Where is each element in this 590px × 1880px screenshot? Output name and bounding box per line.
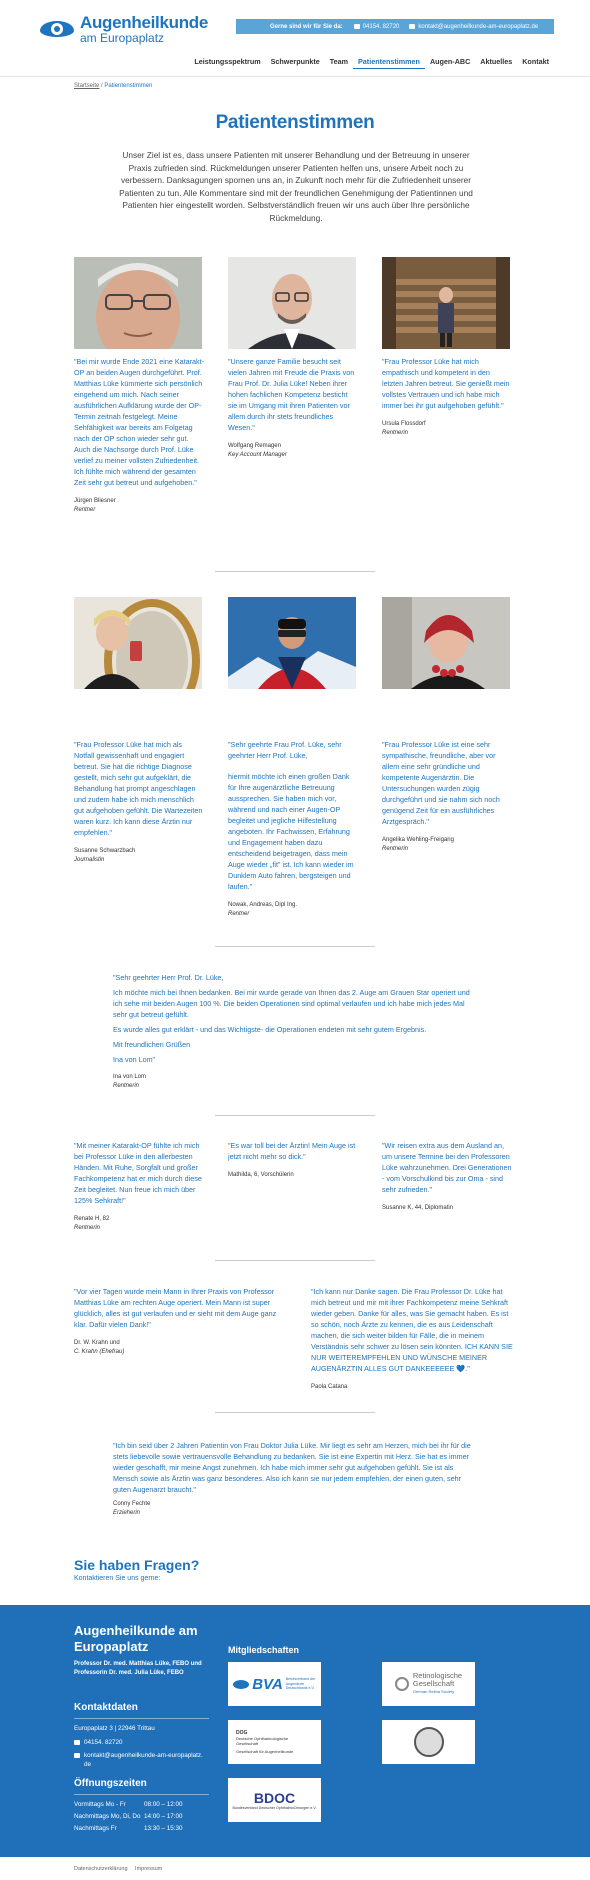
footer-address: Europaplatz 3 | 22946 Trittau <box>74 1725 155 1732</box>
testimonial-card <box>228 356 358 460</box>
testimonial-author: Jürgen Bliesner <box>74 498 116 504</box>
imprint-link[interactable]: Impressum <box>135 1866 163 1872</box>
section-divider <box>215 946 375 947</box>
testimonial-card <box>74 739 204 865</box>
membership-retina-logo[interactable]: Retinologische Gesellschaft German Retina Society <box>382 1662 475 1706</box>
legal-links <box>74 1866 168 1872</box>
testimonial-quote: "Mit meiner Katarakt-OP fühlte ich mich bei Professor Lüke in den allerbesten Händen. Mit Ruhe, Sorgfalt und großer Fachkompetenz hat er mich durch diese Zeit begleitet. Nun freue ich mich über 125% Sehkraft!" <box>74 1141 202 1205</box>
letter-paragraph: Ina von Lom" <box>113 1055 156 1064</box>
testimonial-author: Ursula Flossdorf <box>382 421 426 427</box>
testimonial-author: Conny Fechte <box>113 1501 151 1507</box>
testimonial-role: Key Account Manager <box>228 452 287 458</box>
testimonial-role: Rentnerin <box>382 846 409 852</box>
testimonial-role: Journalistin <box>74 857 105 863</box>
testimonial-author: Susanne K, 44, Diplomatin <box>382 1205 454 1211</box>
phone-icon <box>74 1740 80 1745</box>
photo-wolfgang-remagen <box>228 257 356 349</box>
questions-subtitle: Kontaktieren Sie uns gerne: <box>74 1575 161 1582</box>
testimonial-card <box>74 1286 284 1357</box>
contact-bar-email[interactable]: kontakt@augenheilkunde-am-europaplatz.de <box>404 24 543 30</box>
photo-ursula-flossdorf <box>382 257 510 349</box>
testimonial-role: Rentner <box>74 507 96 513</box>
logo-title: Augenheilkunde <box>80 13 209 32</box>
privacy-link[interactable]: Datenschutzerklärung <box>74 1866 128 1872</box>
site-header <box>0 0 590 76</box>
membership-bdoc-logo[interactable]: BDOC Bundesverband Deutscher OphthalmoChirurgen e.V. <box>228 1778 321 1822</box>
nav-aktuelles[interactable]: Aktuelles <box>480 57 513 66</box>
photo-juergen-bliesner <box>74 257 202 349</box>
footer-email[interactable]: kontakt@augenheilkunde-am-europaplatz.de <box>74 1751 204 1769</box>
breadcrumb-home[interactable]: Startseite <box>74 83 100 89</box>
contact-bar-phone[interactable]: 04154. 82720 <box>349 24 405 30</box>
footer-title: Augenheilkunde am Europaplatz <box>74 1623 198 1654</box>
footer-contact-heading: Kontaktdaten <box>74 1702 138 1713</box>
testimonial-role: Rentnerin <box>74 1225 101 1231</box>
testimonial-quote: hiermit möchte ich einen großen Dank für Ihre augenärztliche Betreuung aussprechen. Sie haben mich vor, während und nach einer Augen-OP begleitet und jegliche Hilfestellung angeboten. Ihr Fachwissen, Erfahrung und Engagement haben dazu entscheidend beigetragen, dass mein Auge wieder „fit" ist. Ich kann wieder im Dunklem Auto fahren, bergsteigen und laufen." <box>228 772 354 891</box>
testimonial-quote: "Unsere ganze Familie besucht seit vielen Jahren mit Freude die Praxis von Frau Prof. Dr. Julia Lüke! Neben ihrer hohen fachlichen Kompetenz besticht sie im Umgang mit ihren Patienten vor allem durch ihr stets freundliches Wesen." <box>228 357 355 432</box>
testimonial-card <box>382 739 512 854</box>
logo-subtitle: am Europaplatz <box>80 31 165 45</box>
nav-team[interactable]: Team <box>329 57 349 66</box>
testimonial-quote-greeting: "Sehr geehrte Frau Prof. Lüke, sehr geehrter Herr Prof. Lüke, <box>228 740 342 760</box>
nav-kontakt[interactable]: Kontakt <box>522 57 549 66</box>
membership-bva-logo[interactable]: BVA Berufsverband der Augenärzte Deutschlands e.V. <box>228 1662 321 1706</box>
nav-leistungsspektrum[interactable]: Leistungsspektrum <box>194 57 261 66</box>
letter-paragraph: Ich möchte mich bei Ihnen bedanken. Bei mir wurde gerade von Ihnen das 2. Auge am Grauen Star operiert und ich sehe mit beiden Augen 100 %. Die beiden Operationen sind optimal verlaufen und ich habe mich jedes Mal sehr gut betreut gefühlt. <box>113 988 470 1019</box>
mail-icon <box>409 24 415 29</box>
testimonial-author: Susanne Schwarzbach <box>74 848 136 854</box>
eye-logo-icon <box>40 19 74 39</box>
testimonial-author: Ina von Lom <box>113 1074 147 1080</box>
testimonial-author: Dr. W. Krahn und <box>74 1340 120 1346</box>
testimonial-quote: "Ich bin seid über 2 Jahren Patientin von Frau Doktor Julia Lüke. Mir liegt es sehr am Herzen, mich bei ihr für die stets liebevolle sowie vertrauensvolle Behandlung zu bedanken. Sie ist eine Expertin mit Herz. Sie hat es immer wieder geschafft, mir meine Angst zunehmen. Ich habe mich immer sehr gut aufgehoben gefühlt. Sie ist als Mensch sowie als Ärztin was ganz besonderes. Also ich kann sie nur jedem empfehlen, der einen guten, sehr guten Augenarzt braucht." <box>113 1441 471 1494</box>
questions-title: Sie haben Fragen? <box>74 1557 200 1573</box>
header-divider <box>0 76 590 77</box>
contact-bar <box>236 19 554 34</box>
letter-paragraph: Es wurde alles gut erklärt - und das Wichtigste- die Operationen endeten mit sehr gutem Ergebnis. <box>113 1025 427 1034</box>
testimonial-card <box>74 1140 204 1233</box>
portrait-seal-icon <box>414 1727 444 1757</box>
testimonial-author: Paola Catana <box>311 1384 348 1390</box>
photo-susanne-schwarzbach <box>74 597 202 689</box>
nav-patientenstimmen[interactable]: Patientenstimmen <box>353 57 425 69</box>
footer-divider <box>74 1794 209 1795</box>
page-title: Patientenstimmen <box>215 112 375 133</box>
photo-andreas-nowak <box>228 597 356 689</box>
bva-eye-icon <box>233 1680 249 1689</box>
testimonial-role: Rentnerin <box>113 1083 140 1089</box>
section-divider <box>215 571 375 572</box>
testimonial-author: Nowak, Andreas, Dipl Ing. <box>228 902 298 908</box>
testimonial-quote: "Es war toll bei der Ärztin! Mein Auge ist jetzt nicht mehr so dick." <box>228 1141 356 1161</box>
footer-phone[interactable]: 04154. 82720 <box>74 1738 123 1747</box>
testimonial-quote: "Bei mir wurde Ende 2021 eine Katarakt-OP an beiden Augen durchgeführt. Prof. Matthias Lüke kümmerte sich persönlich eingehend um mich. Nach seiner ausführlichen Aufklärung wurde der OP-Termin zeitnah festgelegt. Meine Sehfähigkeit war bereits am Folgetag nach der OP schon wieder sehr gut. Auch die Nachsorge durch Prof. Lüke verlief zu meiner vollsten Zufriedenheit. Ich fühlte mich während der gesamten Zeit sehr gut betreut und aufgehoben." <box>74 357 204 487</box>
testimonial-card <box>228 1140 358 1180</box>
section-divider <box>215 1412 375 1413</box>
testimonial-role: C. Krahn (Ehefrau) <box>74 1349 125 1355</box>
retina-circle-icon <box>395 1677 409 1691</box>
membership-portrait-logo[interactable] <box>382 1720 475 1764</box>
contact-bar-lead: Gerne sind wir für Sie da: <box>270 23 343 30</box>
breadcrumb-current: Patientenstimmen <box>104 83 153 89</box>
section-divider <box>215 1260 375 1261</box>
intro-text: Unser Ziel ist es, dass unsere Patienten mit unserer Behandlung und der Betreuung in unserer Praxis zufrieden sind. Rückmeldungen unserer Patienten helfen uns, unsere Arbeit noch zu verbessern. Danksagungen spornen uns an, in Zukunft noch mehr für die Zufriedenheit unserer Patienten zu tun. Alle Kommentare sind mit der freundlichen Genehmigung der Patientinnen und Patienten hier eingestellt worden. Selbstverständlich freuen wir uns auch über Ihre persönliche Rückmeldung. <box>119 150 473 223</box>
section-divider <box>215 1115 375 1116</box>
letter-greeting: "Sehr geehrter Herr Prof. Dr. Lüke, <box>113 973 224 982</box>
testimonial-quote: "Frau Professor Lüke ist eine sehr sympathische, freundliche, aber vor allem eine sehr gründliche und kompetente Augenärztin. Die Untersuchungen wurden zügig durchgeführt und sie nahm sich noch genügend Zeit für ein ausführliches Arztgespräch." <box>382 740 500 826</box>
testimonial-card <box>74 356 204 515</box>
footer-doctors: Professor Dr. med. Matthias Lüke, FEBO und Professorin Dr. med. Julia Lüke, FEBO <box>74 1661 202 1676</box>
hours-row: Nachmittags Fr 13:30 – 15:30 <box>74 1825 183 1832</box>
testimonial-quote: "Wir reisen extra aus dem Ausland an, um unsere Termine bei den Professoren Lüke wahrzunehmen. Drei Generationen - vom Vorschulkind bis zur Oma - sind sehr zufrieden." <box>382 1141 512 1194</box>
hours-row: Vormittags Mo - Fr 08:00 – 12:00 <box>74 1801 183 1808</box>
mail-icon <box>74 1753 80 1758</box>
nav-schwerpunkte[interactable]: Schwerpunkte <box>270 57 320 66</box>
hours-row: Nachmittags Mo, Di, Do 14:00 – 17:00 <box>74 1813 183 1820</box>
letter-paragraph: Mit freundlichen Grüßen <box>113 1040 191 1049</box>
site-logo[interactable] <box>40 14 208 44</box>
testimonial-author: Wolfgang Remagen <box>228 443 281 449</box>
footer-divider <box>74 1718 209 1719</box>
testimonial-quote: "Vor vier Tagen wurde mein Mann in Ihrer Praxis von Professor Matthias Lüke am rechten Auge operiert. Mein Mann ist super glücklich, alles ist gut verlaufen und er sieht mit dem Auge ganz klar. Dafür vielen Dank!" <box>74 1287 277 1329</box>
testimonial-card <box>311 1286 516 1392</box>
photo-angelika-wehling-freigang <box>382 597 510 689</box>
letter-testimonial <box>113 972 478 1091</box>
footer-hours-heading: Öffnungszeiten <box>74 1778 147 1789</box>
testimonial-role: Rentnerin <box>382 430 409 436</box>
testimonial-quote: "Frau Professor Lüke hat mich als Notfall gewissenhaft und engagiert betreut. Sie hat die richtige Diagnose gestellt, mich sehr gut aufgeklärt, die Behandlung hat prompt angeschlagen und zudem habe ich mich menschlich gut aufgehoben gefühlt. Die Wartezeiten waren kurz. Ich kann diese Ärztin nur empfehlen." <box>74 740 203 837</box>
nav-augen-abc[interactable]: Augen-ABC <box>429 57 471 66</box>
questions-section <box>74 1557 199 1582</box>
memberships-heading: Mitgliedschaften <box>228 1645 300 1655</box>
testimonial-role: Rentner <box>228 911 250 917</box>
testimonial-author: Angelika Wehling-Freigang <box>382 837 454 843</box>
testimonial-card <box>382 1140 512 1213</box>
phone-icon <box>354 24 360 29</box>
testimonial-card <box>382 356 512 438</box>
testimonial-card <box>228 739 358 919</box>
testimonial-quote: "Frau Professor Lüke hat mich empathisch und kompetent in den letzten Jahren betreut. Sie genießt mein vollstes Vertrauen und ich habe mich immer bei ihr gut aufgehoben gefühlt." <box>382 357 510 410</box>
main-nav <box>189 57 554 69</box>
testimonial-author: Mathilda, 6, Vorschülerin <box>228 1172 294 1178</box>
testimonial-quote: "Ich kann nur Danke sagen. Die Frau Professor Dr. Lüke hat mich betreut und mir mit ihrer Fachkompetenz meine Sehkraft wieder geben. Danke für alles, was Sie gemacht haben. Es ist so schön, noch Ärzte zu kennen, die es aus Leidenschaft machen, die sich weiter bilden für Fälle, die in meinem Verständnis sehr schwer zu lösen sein könnten. ICH KANN SIE NUR WEITEREMPFEHLEN UND WÜNSCHE MEINER AUGENÄRZTIN ALLES GUT DANKEEEEEE 💙." <box>311 1287 513 1373</box>
testimonial-author: Renate H, 82 <box>74 1216 110 1222</box>
site-footer <box>0 1605 590 1857</box>
breadcrumb: Startseite / Patientenstimmen <box>74 83 153 89</box>
membership-dog-logo[interactable]: DOG Deutsche Ophthalmologische Gesellschaft Gesellschaft für Augenheilkunde <box>228 1720 321 1764</box>
testimonial-role: Erzieherin <box>113 1510 141 1516</box>
testimonial-card <box>113 1440 478 1518</box>
